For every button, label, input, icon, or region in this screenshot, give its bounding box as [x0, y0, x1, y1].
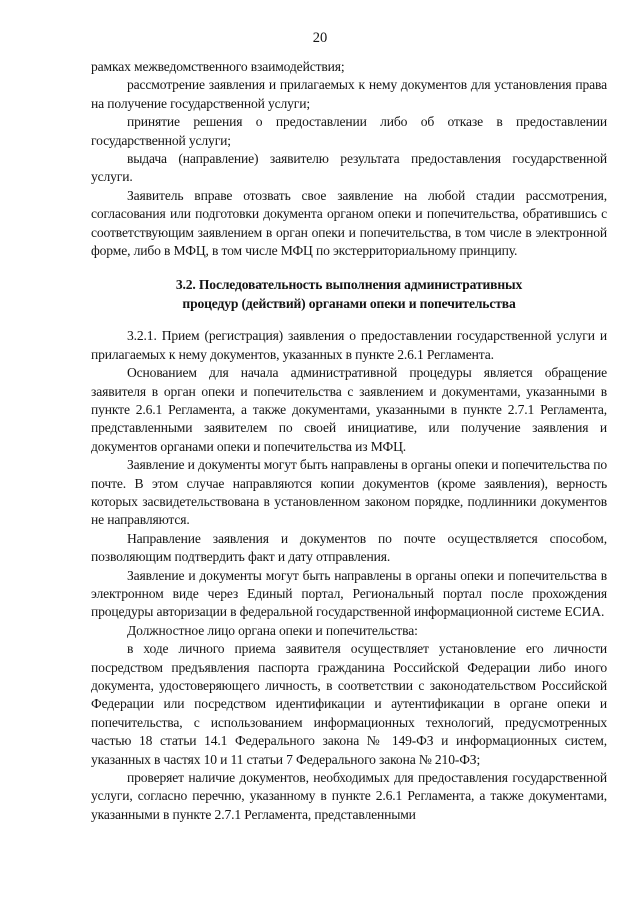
paragraph: проверяет наличие документов, необходимых для предоставления государственной услуги, согласно перечню, указанному в пункте 2.6.1 Регламента, а также документами, указанными в пункте 2.7.1 Регламента, представленными	[91, 770, 607, 822]
paragraph: рамках межведомственного взаимодействия;	[91, 59, 345, 74]
paragraph: выдача (направление) заявителю результата предоставления государственной услуги.	[91, 151, 607, 185]
paragraph: Направление заявления и документов по почте осуществляется способом, позволяющим подтвердить факт и дату отправления.	[91, 530, 607, 565]
paragraph: Заявитель вправе отозвать свое заявление на любой стадии рассмотрения, согласования или подготовки документа органом опеки и попечительства, обратившись с соответствующим заявлением в орган опеки и попечительства, в том числе в электронной форме, либо в МФЦ, в том числе МФЦ по экстерриториальному принципу.	[91, 187, 607, 259]
paragraph: в ходе личного приема заявителя осуществляет установление его личности посредством предъявления паспорта гражданина Российской Федерации либо иного документа, удостоверяющего личность, в соответствии с законодательством Российской Федерации или посредством идентификации и аутентификации в органе опеки и попечительства, с использованием информационных технологий, предусмотренных частью 18 статьи 14.1 Федерального закона № 149-ФЗ и информационных систем, указанных в частях 10 и 11 статьи 7 Федерального закона № 210-ФЗ;	[91, 641, 607, 767]
section-heading-line-1: 3.2. Последовательность выполнения административных	[175, 277, 523, 293]
paragraphs-before-heading	[91, 58, 607, 260]
paragraph: Основанием для начала административной процедуры является обращение заявителя в орган опеки и попечительства с заявлением и документами, указанными в пункте 2.6.1 Регламента, а также документами, указанными в пункте 2.7.1 Регламента, представленными заявителем по своей инициативе, или получение заявления и документов органами опеки и попечительства из МФЦ.	[91, 365, 607, 454]
paragraph: рассмотрение заявления и прилагаемых к нему документов для установления права на получение государственной услуги;	[91, 77, 607, 111]
page-number: 20	[312, 30, 328, 46]
paragraph: Должностное лицо органа опеки и попечительства:	[127, 622, 418, 638]
paragraph: 3.2.1. Прием (регистрация) заявления о предоставлении государственной услуги и прилагаемых к нему документов, указанных в пункте 2.6.1 Регламента.	[91, 328, 607, 362]
document-body	[91, 58, 607, 824]
paragraph: Заявление и документы могут быть направлены в органы опеки и попечительства по почте. В этом случае направляются копии документов (кроме заявления), верность которых засвидетельствована в установленном законом порядке, подлинники документов не направляются.	[91, 457, 607, 528]
paragraphs-after-heading	[91, 327, 607, 824]
paragraph: принятие решения о предоставлении либо об отказе в предоставлении государственной услуги;	[91, 114, 607, 148]
section-heading-line-2: процедур (действий) органами опеки и попечительства	[182, 295, 516, 311]
paragraph: Заявление и документы могут быть направлены в органы опеки и попечительства в электронном виде через Единый портал, Региональный портал после прохождения процедуры авторизации в федеральной государственной информационной системе ЕСИА.	[91, 567, 607, 620]
section-heading	[91, 276, 607, 313]
